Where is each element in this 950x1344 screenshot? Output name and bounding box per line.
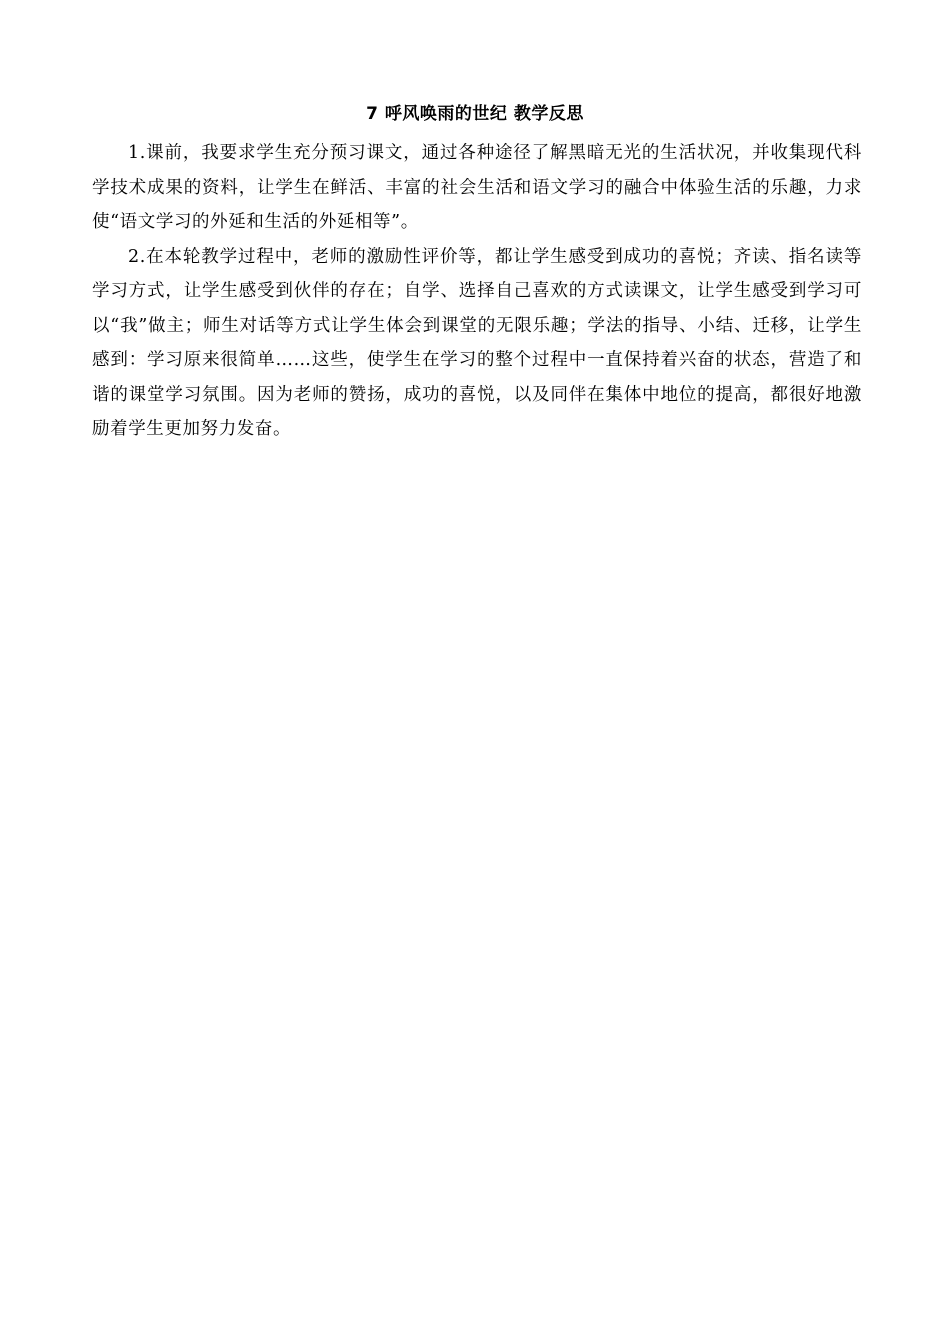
paragraph-1: 1.课前，我要求学生充分预习课文，通过各种途径了解黑暗无光的生活状况，并收集现代科学技术成果的资料，让学生在鲜活、丰富的社会生活和语文学习的融合中体验生活的乐趣，力求使“语文学习的外延和生活的外延相等”。 <box>92 143 862 232</box>
paragraph-2: 2.在本轮教学过程中，老师的激励性评价等，都让学生感受到成功的喜悦；齐读、指名读等学习方式，让学生感受到伙伴的存在；自学、选择自己喜欢的方式读课文，让学生感受到学习可以“我”做主；师生对话等方式让学生体会到课堂的无限乐趣；学法的指导、小结、迁移，让学生感到：学习原来很简单……这些，使学生在学习的整个过程中一直保持着兴奋的状态，营造了和谐的课堂学习氛围。因为老师的赞扬，成功的喜悦，以及同伴在集体中地位的提高，都很好地激励着学生更加努力发奋。 <box>92 246 862 439</box>
document-body <box>92 136 862 447</box>
document-title: 7 呼风唤雨的世纪 教学反思 <box>366 104 584 124</box>
